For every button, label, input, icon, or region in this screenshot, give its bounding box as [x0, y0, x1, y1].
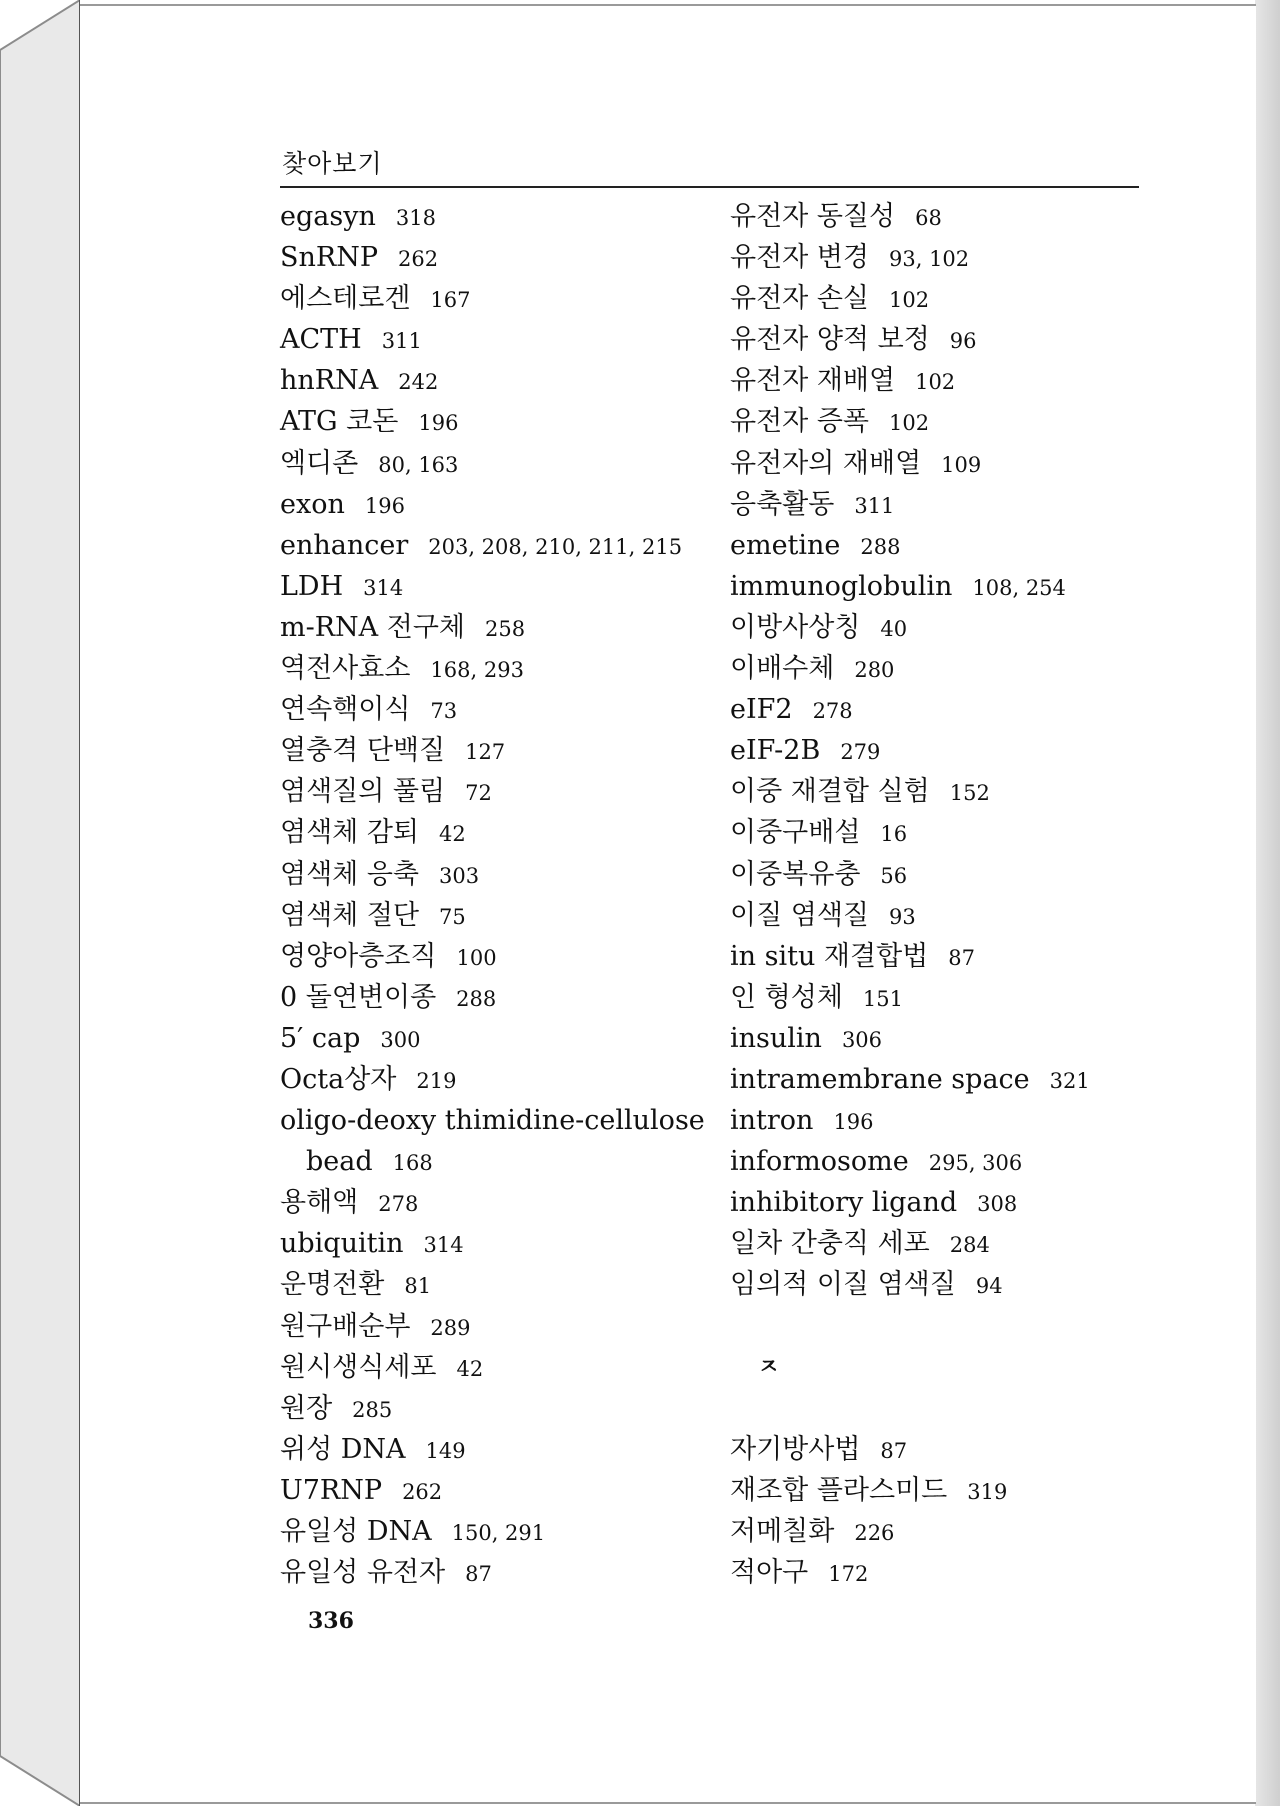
- entry-term: SnRNP: [280, 242, 379, 274]
- index-entry: [280, 1018, 720, 1059]
- entry-term: eIF-2B: [730, 735, 821, 767]
- entry-term: LDH: [280, 570, 344, 602]
- entry-pages: 93, 102: [889, 247, 970, 272]
- entry-term: 위성 DNA: [280, 1433, 406, 1465]
- entry-term: 이질 염색질: [730, 899, 869, 931]
- index-entry: [280, 1511, 720, 1552]
- entry-term: hnRNA: [280, 365, 379, 397]
- page-number: 336: [308, 1608, 354, 1634]
- index-entry: [280, 936, 720, 977]
- entry-pages: 285: [352, 1397, 393, 1422]
- entry-pages: 102: [889, 288, 930, 313]
- index-entry: [730, 525, 1170, 566]
- index-entry: [730, 401, 1170, 442]
- entry-term: oligo-deoxy thimidine-cellulose: [280, 1105, 705, 1137]
- entry-term: 용해액: [280, 1187, 359, 1219]
- entry-term: exon: [280, 488, 345, 520]
- entry-term: 유전자의 재배열: [730, 447, 922, 479]
- entry-term: 응축활동: [730, 488, 835, 520]
- entry-term: 엑디존: [280, 447, 359, 479]
- index-entry: [730, 936, 1170, 977]
- entry-term: 열충격 단백질: [280, 735, 446, 767]
- entry-term: Octa상자: [280, 1063, 397, 1095]
- index-entry: [280, 401, 720, 442]
- entry-pages: 321: [1049, 1068, 1090, 1093]
- index-entry: [730, 648, 1170, 689]
- entry-term: 영양아층조직: [280, 940, 437, 972]
- entry-term: intramembrane space: [730, 1063, 1030, 1095]
- entry-term: 유전자 재배열: [730, 365, 896, 397]
- entry-term: 염색체 감퇴: [280, 817, 419, 849]
- entry-pages: 226: [854, 1521, 895, 1545]
- index-entry: [280, 319, 720, 360]
- entry-pages: 87: [880, 1438, 908, 1463]
- entry-term: 이중복유충: [730, 858, 861, 890]
- entry-term: 유전자 변경: [730, 242, 869, 274]
- entry-pages: 93: [889, 904, 916, 929]
- entry-pages: 319: [967, 1479, 1008, 1504]
- index-entry: [730, 1141, 1170, 1182]
- entry-pages: 102: [889, 411, 930, 436]
- entry-pages: 42: [439, 822, 466, 847]
- index-entry: [730, 895, 1170, 936]
- entry-pages: 68: [915, 206, 942, 230]
- entry-pages: 40: [880, 616, 908, 641]
- entry-term: in situ 재결합법: [730, 940, 929, 972]
- page-header-title: 찾아보기: [282, 149, 383, 178]
- index-entry: [280, 443, 720, 484]
- entry-pages: 300: [380, 1027, 421, 1052]
- entry-pages: 80, 163: [378, 452, 459, 477]
- index-entry: [730, 977, 1170, 1018]
- index-entry: [280, 689, 720, 730]
- entry-term: ACTH: [280, 324, 362, 356]
- entry-term: 인 형성체: [730, 981, 843, 1013]
- entry-term: m-RNA 전구체: [280, 611, 466, 643]
- entry-term: 유전자 손실: [730, 283, 869, 315]
- index-entry: [280, 1182, 720, 1223]
- entry-pages: 308: [977, 1192, 1018, 1217]
- entry-pages: 87: [948, 945, 975, 970]
- entry-term: 연속핵이식: [280, 694, 411, 726]
- entry-term: 일차 간충직 세포: [730, 1228, 930, 1260]
- entry-term: 염색체 응축: [280, 858, 419, 890]
- index-entry: [730, 771, 1170, 812]
- entry-term: 에스테로겐: [280, 283, 411, 315]
- entry-pages: 262: [402, 1479, 443, 1504]
- entry-pages: 96: [949, 329, 977, 354]
- entry-pages: 73: [430, 699, 458, 724]
- entry-term: 역전사효소: [280, 653, 411, 685]
- entry-pages: 196: [418, 411, 459, 436]
- entry-pages: 102: [915, 370, 956, 395]
- entry-pages: 280: [854, 658, 895, 683]
- index-entry: [730, 237, 1170, 278]
- index-entry: [730, 1511, 1170, 1552]
- entry-pages: 151: [862, 986, 904, 1011]
- index-entry: [280, 1429, 720, 1470]
- index-entry: [280, 854, 720, 895]
- entry-term: 이배수체: [730, 653, 835, 685]
- index-entry: [280, 730, 720, 771]
- entry-pages: 279: [840, 740, 881, 765]
- index-entry: [280, 1264, 720, 1305]
- index-entry: [280, 1347, 720, 1388]
- index-entry: [730, 1470, 1170, 1511]
- index-entry: [280, 278, 720, 319]
- index-entry: [280, 566, 720, 607]
- header-rule: [280, 186, 1139, 188]
- index-entry: [730, 607, 1170, 648]
- entry-pages: 56: [880, 863, 908, 888]
- index-entry: [730, 730, 1170, 771]
- index-entry: [730, 1429, 1170, 1470]
- entry-pages: 127: [465, 740, 506, 765]
- index-entry: [280, 812, 720, 853]
- index-right-column: [730, 196, 1170, 1593]
- entry-pages: 100: [456, 945, 497, 970]
- entry-term: 유일성 DNA: [280, 1516, 432, 1547]
- entry-term: 원구배순부: [280, 1310, 411, 1342]
- entry-pages: 262: [398, 247, 439, 272]
- entry-pages: 242: [398, 370, 439, 395]
- entry-pages: 311: [854, 493, 895, 518]
- entry-term: emetine: [730, 529, 841, 561]
- index-entry: [280, 648, 720, 689]
- entry-term: informosome: [730, 1146, 909, 1178]
- entry-pages: 278: [812, 699, 853, 724]
- entry-pages: 109: [941, 452, 982, 477]
- index-entry: [280, 771, 720, 812]
- index-left-column: [280, 196, 720, 1593]
- entry-pages: 288: [456, 986, 497, 1011]
- index-entry: [280, 196, 720, 237]
- entry-term: 재조합 플라스미드: [730, 1474, 948, 1506]
- section-spacer: [730, 1388, 1170, 1429]
- entry-pages: 219: [416, 1068, 457, 1093]
- section-heading: ㅈ: [758, 1353, 780, 1380]
- entry-term: insulin: [730, 1022, 822, 1054]
- entry-pages: 72: [465, 781, 492, 806]
- entry-term: bead: [306, 1146, 373, 1178]
- entry-term: 염색체 절단: [280, 899, 419, 931]
- index-entry: [730, 319, 1170, 360]
- index-entry: [280, 1552, 720, 1593]
- entry-pages: 16: [880, 822, 908, 847]
- entry-term: 유전자 양적 보정: [730, 324, 930, 356]
- index-entry-continuation: [280, 1141, 720, 1182]
- index-entry: [280, 484, 720, 525]
- entry-pages: 314: [363, 575, 404, 600]
- entry-term: 0 돌연변이종: [280, 981, 437, 1013]
- entry-term: 5′ cap: [280, 1022, 361, 1054]
- index-entry: [730, 1223, 1170, 1264]
- index-entry: [730, 689, 1170, 730]
- entry-pages: 150, 291: [451, 1521, 546, 1545]
- entry-pages: 311: [381, 329, 422, 354]
- entry-pages: 318: [395, 206, 436, 230]
- entry-term: 원시생식세포: [280, 1351, 437, 1383]
- entry-term: 유전자 동질성: [730, 201, 896, 232]
- entry-term: 원장: [280, 1392, 333, 1424]
- entry-pages: 167: [430, 288, 471, 313]
- entry-pages: 152: [949, 781, 990, 806]
- entry-term: 유일성 유전자: [280, 1557, 446, 1589]
- entry-term: inhibitory ligand: [730, 1187, 958, 1219]
- index-entry: [730, 1059, 1170, 1100]
- entry-term: ATG 코돈: [280, 406, 399, 438]
- index-entry: [730, 1018, 1170, 1059]
- entry-pages: 314: [423, 1233, 464, 1258]
- entry-pages: 75: [439, 904, 466, 929]
- entry-term: U7RNP: [280, 1474, 383, 1506]
- entry-pages: 303: [439, 863, 480, 888]
- index-entry: [730, 484, 1170, 525]
- index-entry: [730, 854, 1170, 895]
- entry-pages: 289: [430, 1315, 471, 1340]
- entry-pages: 42: [456, 1356, 484, 1381]
- entry-pages: 149: [425, 1438, 466, 1463]
- index-entry: [280, 977, 720, 1018]
- index-entry: [730, 196, 1170, 237]
- entry-pages: 288: [860, 534, 901, 559]
- entry-term: 유전자 증폭: [730, 406, 869, 438]
- entry-pages: 168, 293: [430, 658, 524, 683]
- entry-pages: 203, 208, 210, 211, 215: [428, 534, 683, 559]
- entry-term: 이방사상칭: [730, 611, 861, 643]
- entry-term: enhancer: [280, 529, 409, 561]
- index-entry: [280, 1223, 720, 1264]
- entry-pages: 87: [465, 1562, 492, 1587]
- index-entry: [730, 1182, 1170, 1223]
- entry-term: 자기방사법: [730, 1433, 861, 1465]
- book-spine: [0, 0, 80, 1806]
- entry-pages: 295, 306: [928, 1151, 1023, 1176]
- index-entry: [730, 566, 1170, 607]
- entry-term: 염색질의 풀림: [280, 776, 446, 808]
- entry-pages: 94: [975, 1274, 1003, 1299]
- entry-term: egasyn: [280, 201, 376, 232]
- entry-pages: 81: [404, 1274, 432, 1299]
- index-entry: [280, 1388, 720, 1429]
- entry-pages: 258: [485, 616, 526, 641]
- entry-term: eIF2: [730, 694, 793, 726]
- index-entry: [280, 607, 720, 648]
- index-entry: [730, 278, 1170, 319]
- index-entry: [730, 360, 1170, 401]
- entry-term: 이중구배설: [730, 817, 861, 849]
- index-entry: [280, 360, 720, 401]
- index-entry: [280, 1059, 720, 1100]
- entry-pages: 306: [841, 1027, 883, 1052]
- index-entry: [730, 812, 1170, 853]
- page-edge-shadow: [1255, 0, 1280, 1806]
- entry-pages: 196: [364, 493, 405, 518]
- index-entry: [730, 443, 1170, 484]
- index-entry: [280, 237, 720, 278]
- entry-term: 운명전환: [280, 1269, 385, 1301]
- entry-term: 적아구: [730, 1557, 809, 1589]
- section-spacer: [730, 1306, 1170, 1347]
- entry-term: 저메칠화: [730, 1516, 835, 1547]
- index-entry: [730, 1100, 1170, 1141]
- entry-term: immunoglobulin: [730, 570, 953, 602]
- entry-term: 이중 재결합 실험: [730, 776, 930, 808]
- index-entry: [280, 895, 720, 936]
- entry-pages: 168: [392, 1151, 433, 1176]
- index-entry: [280, 525, 720, 566]
- entry-term: ubiquitin: [280, 1228, 404, 1260]
- index-entry: [730, 1552, 1170, 1593]
- entry-pages: 108, 254: [972, 575, 1066, 600]
- index-entry: [280, 1470, 720, 1511]
- entry-pages: 284: [949, 1233, 990, 1258]
- entry-pages: 196: [833, 1110, 874, 1135]
- index-entry: [280, 1306, 720, 1347]
- index-entry: [730, 1264, 1170, 1305]
- index-entry: [280, 1100, 720, 1141]
- entry-pages: 172: [828, 1562, 869, 1587]
- entry-pages: 278: [378, 1192, 419, 1217]
- entry-term: intron: [730, 1105, 814, 1137]
- entry-term: 임의적 이질 염색질: [730, 1269, 956, 1301]
